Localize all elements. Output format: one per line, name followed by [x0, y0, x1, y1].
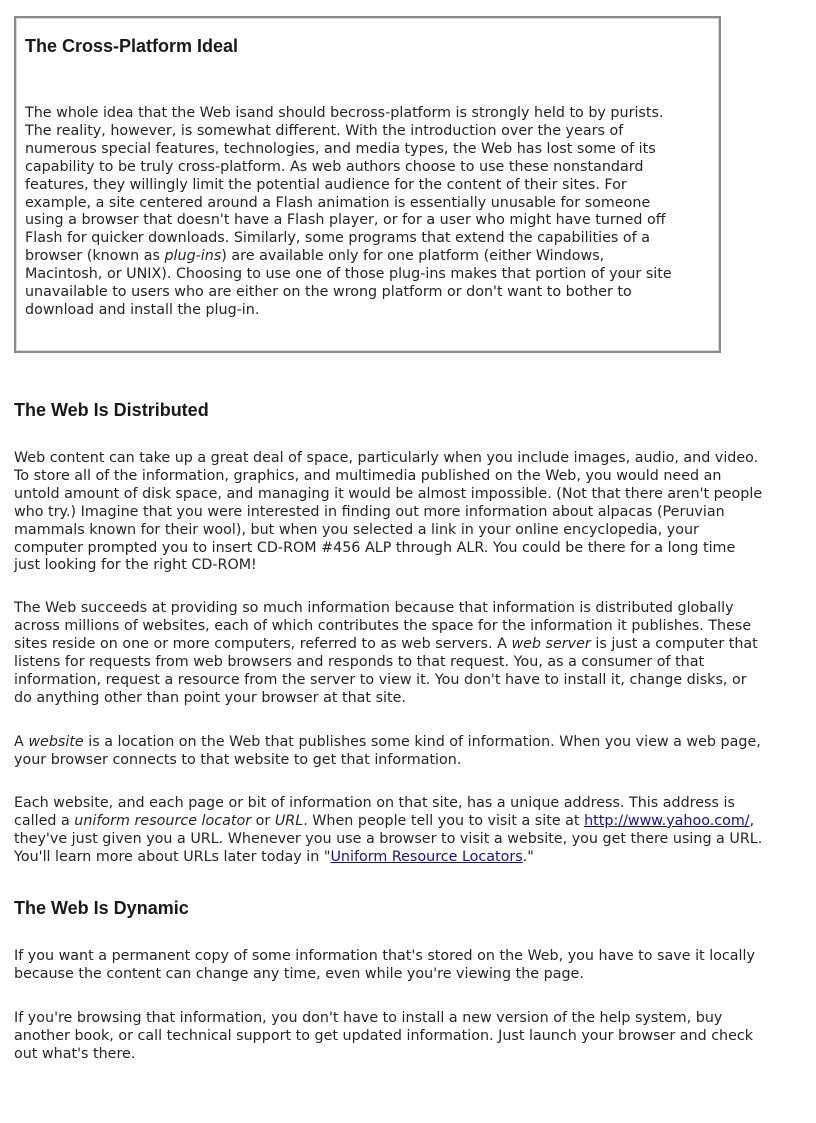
section-title-distributed: The Web Is Distributed [14, 400, 209, 420]
term-uniform-resource-locator: uniform resource locator [74, 812, 252, 829]
term-web-server: web server [511, 635, 591, 652]
distributed-paragraph-3: A website is a location on the Web that publishes some kind of information. When you view a web page, your browser connects to that website to get that information. [14, 734, 761, 768]
dynamic-paragraph-2: If you're browsing that information, you don't have to install a new version of the help system, buy another book, or call technical support to get updated information. Just launch your browser and check out what's there. [14, 1010, 754, 1062]
sidebar-paragraph: The whole idea that the Web isand should becross-platform is strongly held to by purists. The reality, however, is somewhat different. With the introduction over the years of numerous special features, technologies, and media types, the Web has lost some of its capability to be truly cross-platform. As web authors choose to use these nonstandard features, they willingly limit the potential audience for the content of their sites. For example, a site centered around a Flash animation is essentially unusable for someone using a browser that doesn't have a Flash player, or for a user who might have turned off Flash for quicker downloads. Similarly, some programs that extend the capabilities of a browser (known as plug-ins) are available only for one platform (either Windows, Macintosh, or UNIX). Choosing to use one of those plug-ins makes that portion of your site unavailable to users who are either on the wrong platform or don't want to bother to download and install the plug-in. [25, 105, 672, 318]
dynamic-paragraph-1: If you want a permanent copy of some information that's stored on the Web, you have to save it locally because the content can change any time, even while you're viewing the page. [14, 948, 755, 982]
term-website: website [28, 734, 84, 750]
term-url: URL [274, 812, 304, 829]
distributed-paragraph-4: Each website, and each page or bit of information on that site, has a unique address. This address is called a uniform resource locator or URL. When people tell you to visit a site at http://www.yahoo.com/, they've just given you a URL. Whenever you use a browser to visit a website, you get there using a URL. You'll learn more about URLs later today in "Uniform Resource Locators." [14, 795, 763, 865]
section-title-dynamic: The Web Is Dynamic [14, 898, 189, 918]
sidebar-box [14, 16, 721, 353]
yahoo-link[interactable]: http://www.yahoo.com/ [584, 812, 750, 829]
sidebar-title: The Cross-Platform Ideal [25, 36, 239, 56]
distributed-paragraph-2: The Web succeeds at providing so much information because that information is distributed globally across millions of websites, each of which contributes the space for the information it publishes. These sites reside on one or more computers, referred to as web servers. A web server is just a computer that listens for requests from web browsers and responds to that request. You, as a consumer of that information, request a resource from the server to view it. You don't have to install it, change disks, or do anything other than point your browser at that site. [14, 600, 758, 706]
distributed-paragraph-1: Web content can take up a great deal of space, particularly when you include images, audio, and video. To store all of the information, graphics, and multimedia published on the Web, you would need an untold amount of disk space, and managing it would be almost impossible. (Not that there aren't people who try.) Imagine that you were interested in finding out more information about alpacas (Peruvian mammals known for their wool), but when you selected a link in your online encyclopedia, your computer prompted you to insert CD-ROM #456 ALP through ALR. You could be there for a long time just looking for the right CD-ROM! [14, 450, 763, 574]
uniform-resource-locators-link[interactable]: Uniform Resource Locators [330, 848, 523, 865]
term-plug-ins: plug-ins [164, 248, 222, 265]
